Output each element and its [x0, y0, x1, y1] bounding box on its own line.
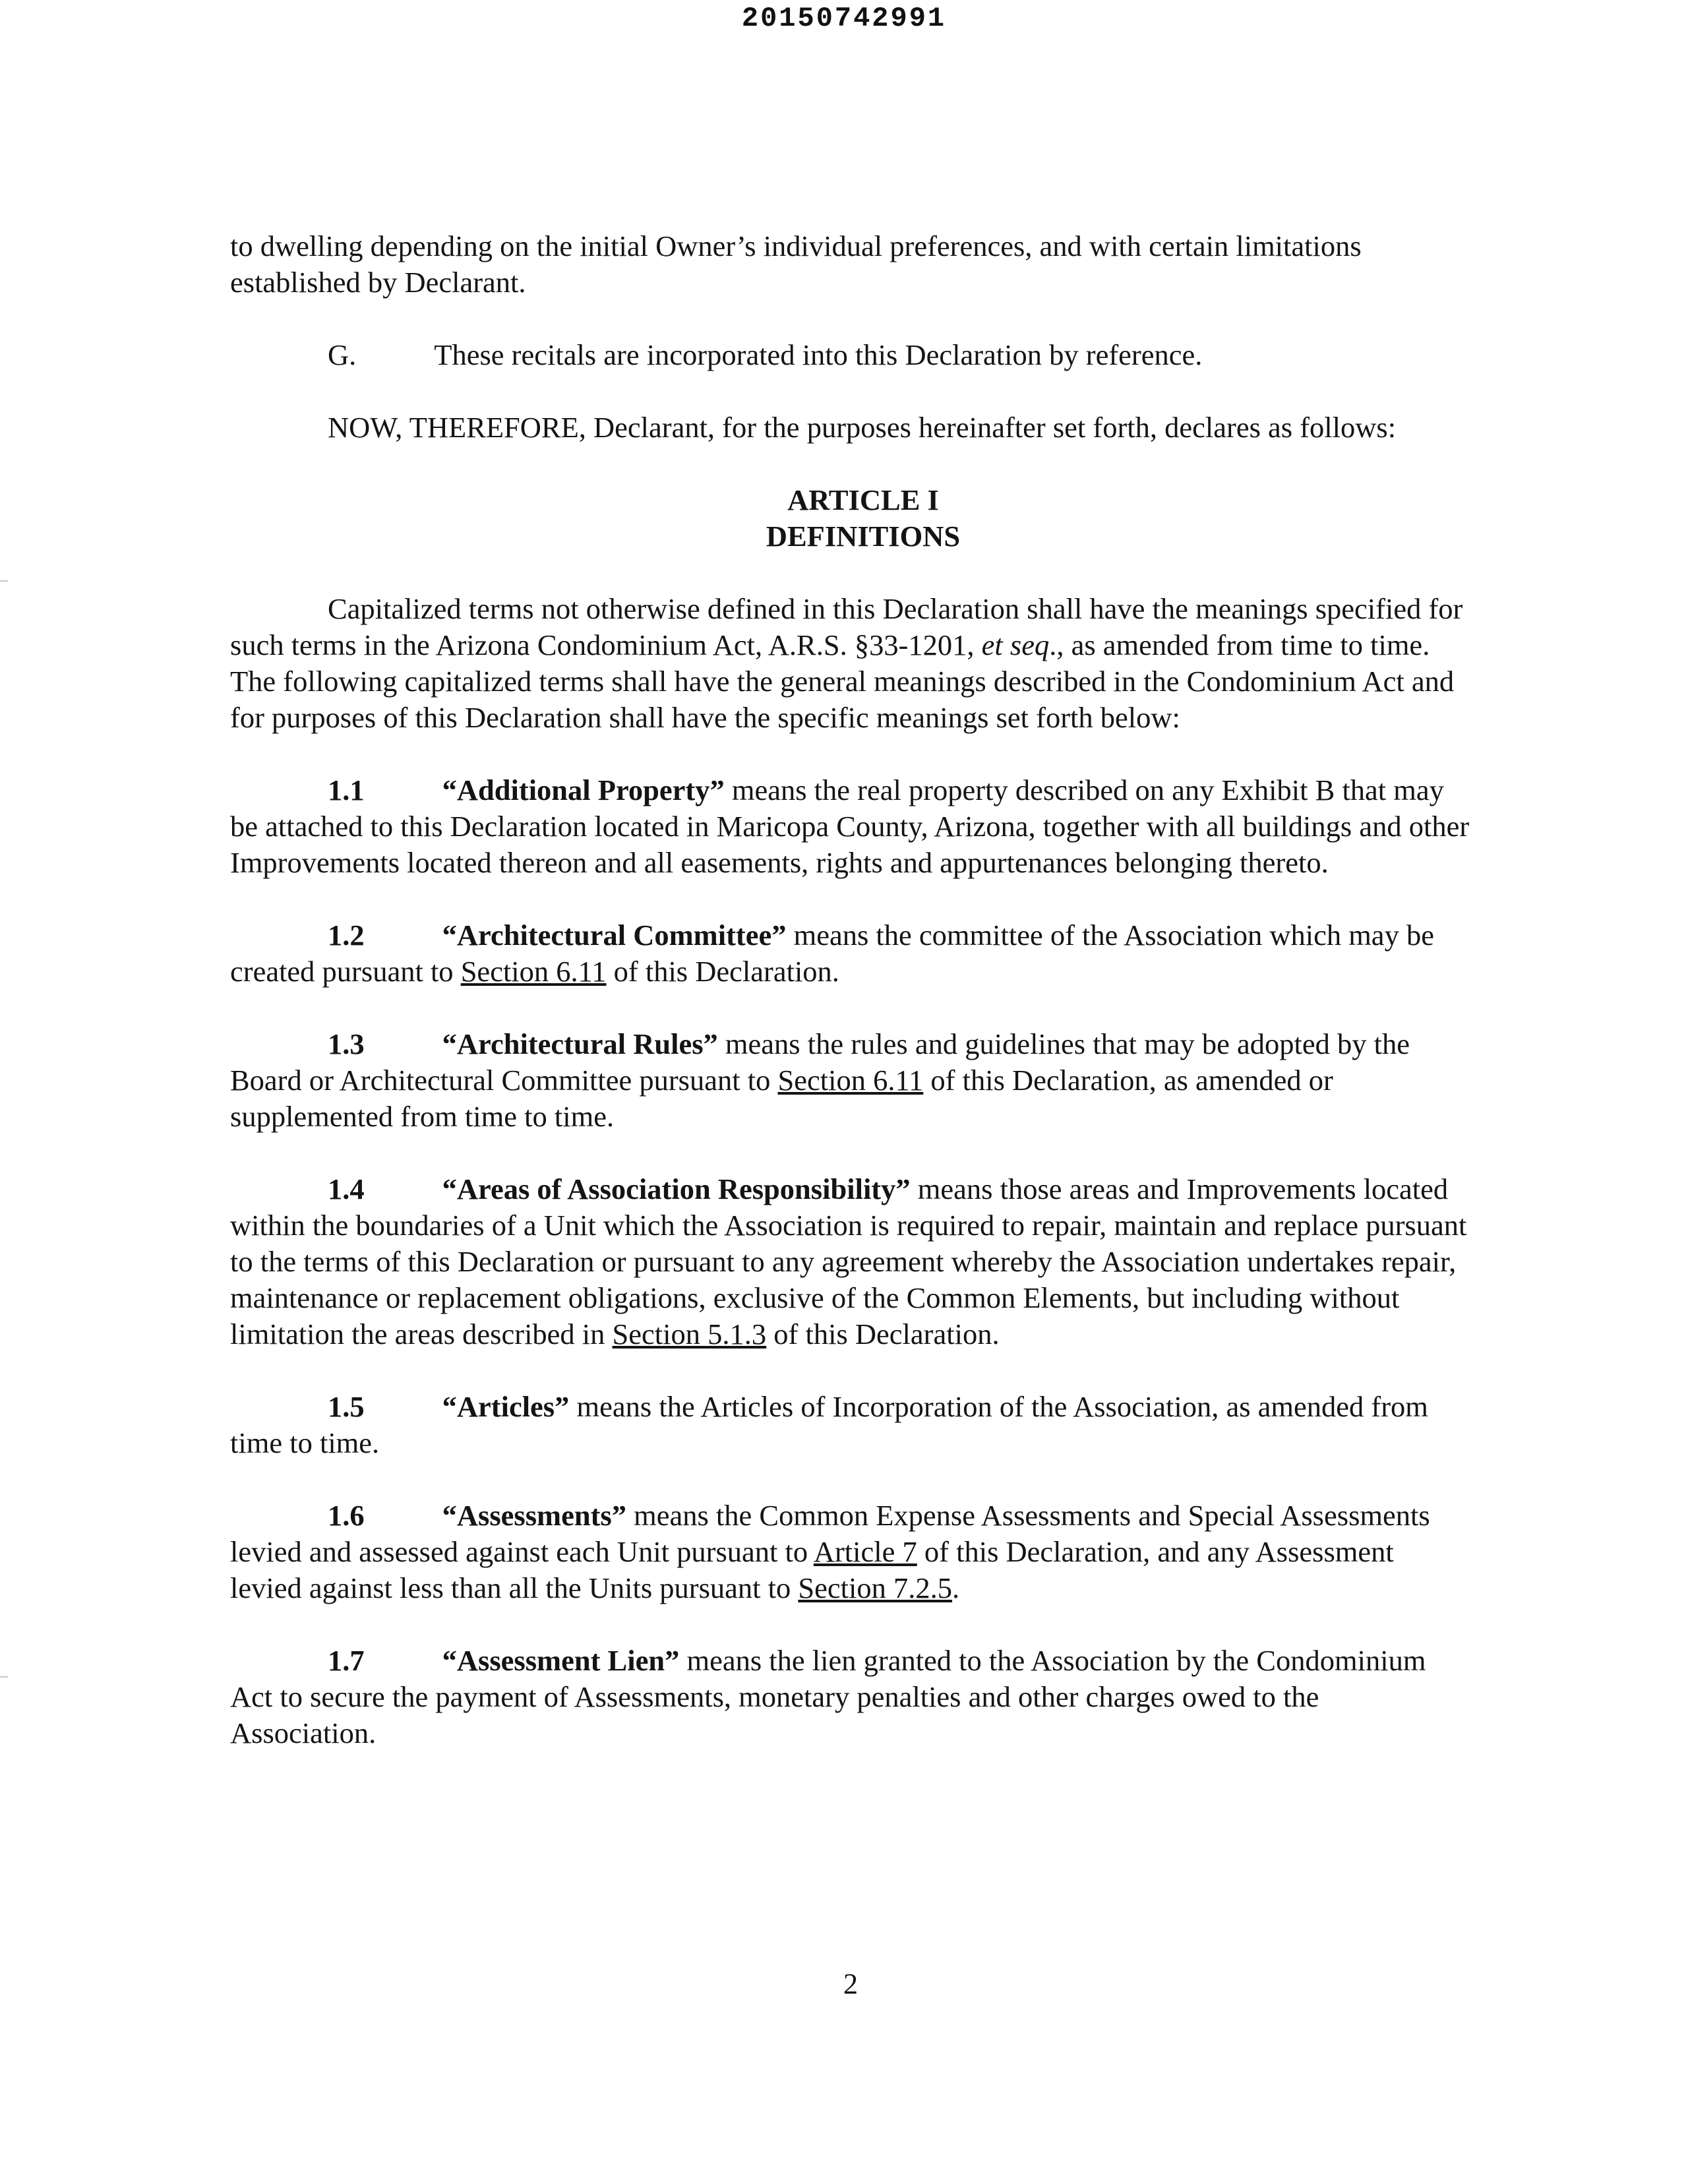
document-number: 20150742991 [741, 3, 947, 34]
defined-term: “Assessments” [442, 1499, 626, 1532]
section-reference: Section 7.2.5 [798, 1571, 953, 1604]
defined-term: “Architectural Committee” [442, 919, 787, 952]
definition-number: 1.1 [328, 774, 365, 806]
section-reference: Section 6.11 [777, 1064, 924, 1097]
definition-1-7: 1.7 “Assessment Lien” means the lien granted to the Association by the Condominium Act to secure the payment of Assessments, monetary penalties and other charges owed to the Association. [230, 1644, 1426, 1749]
article-number: ARTICLE I [787, 483, 939, 516]
article-intro: Capitalized terms not otherwise defined in this Declaration shall have the meanings specified for such terms in the Arizona Condominium Act, A.R.S. §33-1201, et seq., as amended from time to time. The following capitalized terms shall have the general meanings described in the Condominium Act and for purposes of this Declaration shall have the specific meanings set forth below: [230, 592, 1463, 734]
recital-label: G. [328, 338, 357, 371]
defined-term: “Areas of Association Responsibility” [442, 1172, 911, 1205]
recital-g [230, 337, 1470, 373]
definition-1-2: 1.2 “Architectural Committee” means the committee of the Association which may be created pursuant to Section 6.11 of this Declaration. [230, 919, 1434, 988]
scan-margin-mark [0, 580, 8, 582]
definition-number: 1.5 [328, 1390, 365, 1423]
definition-number: 1.4 [328, 1172, 365, 1205]
recital-text: These recitals are incorporated into this Declaration by reference. [434, 338, 1203, 371]
definition-number: 1.2 [328, 919, 365, 952]
definition-number: 1.6 [328, 1499, 365, 1532]
definition-1-6: 1.6 “Assessments” means the Common Expense Assessments and Special Assessments levied and assessed against each Unit pursuant to Article 7 of this Declaration, and any Assessment levied against less than all the Units pursuant to Section 7.2.5. [230, 1499, 1430, 1604]
definition-number: 1.3 [328, 1027, 365, 1060]
defined-term: “Articles” [442, 1390, 570, 1423]
definition-1-4: 1.4 “Areas of Association Responsibility” means those areas and Improvements located within the boundaries of a Unit which the Association is required to repair, maintain and replace pursuant to the terms of this Declaration or pursuant to any agreement whereby the Association undertakes repair, maintenance or replacement obligations, exclusive of the Common Elements, but including without limitation the areas described in Section 5.1.3 of this Declaration. [230, 1172, 1467, 1350]
section-reference: Section 6.11 [460, 955, 607, 988]
document-body [230, 228, 1470, 1751]
latin-term: et seq [981, 628, 1050, 661]
page-number: 2 [843, 1967, 859, 2000]
definition-1-5: 1.5 “Articles” means the Articles of Incorporation of the Association, as amended from time to time. [230, 1390, 1428, 1459]
defined-term: “Architectural Rules” [442, 1027, 718, 1060]
article-reference: Article 7 [813, 1535, 917, 1568]
definition-1-1: 1.1 “Additional Property” means the real property described on any Exhibit B that may be attached to this Declaration located in Maricopa County, Arizona, together with all buildings and other Improvements located thereon and all easements, rights and appurtenances belonging thereto. [230, 774, 1470, 879]
article-title: DEFINITIONS [766, 520, 961, 553]
section-reference: Section 5.1.3 [612, 1318, 767, 1350]
defined-term: “Additional Property” [442, 774, 725, 806]
scan-margin-mark [0, 1676, 8, 1678]
definition-number: 1.7 [328, 1644, 365, 1677]
definition-1-3: 1.3 “Architectural Rules” means the rules and guidelines that may be adopted by the Board or Architectural Committee pursuant to Section 6.11 of this Declaration, as amended or supplemented from time to time. [230, 1027, 1410, 1133]
now-therefore-paragraph: NOW, THEREFORE, Declarant, for the purposes hereinafter set forth, declares as follows: [328, 411, 1397, 444]
defined-term: “Assessment Lien” [442, 1644, 680, 1677]
paragraph-continuation: to dwelling depending on the initial Owner’s individual preferences, and with certain limitations established by Declarant. [230, 229, 1362, 299]
